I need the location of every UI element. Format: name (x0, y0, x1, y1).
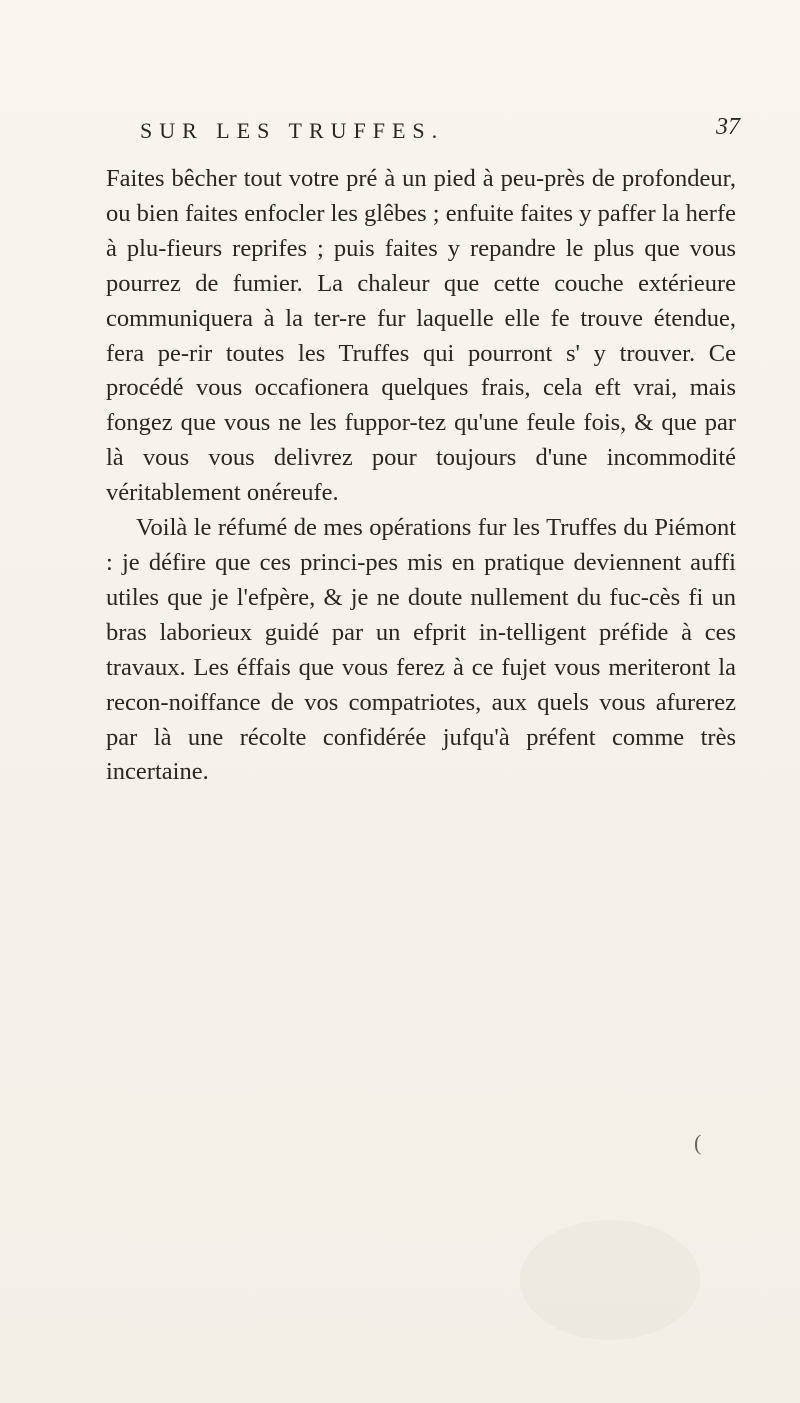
running-title: SUR LES TRUFFES. (140, 118, 445, 143)
paragraph-1: Faites bêcher tout votre pré à un pied à peu-près de profondeur, ou bien faites enfocler les glêbes ; enfuite faites y paffer la herfe à plu-fieurs reprifes ; puis faites y repandre le plus que vous pourrez de fumier. La chaleur que cette couche extérieure communiquera à la ter-re fur laquelle elle fe trouve étendue, fera pe-rir toutes les Truffes qui pourront s' y trouver. Ce procédé vous occafionera quelques frais, cela eft vrai, mais fongez que vous ne les fuppor-tez qu'une feule fois, & que par là vous vous delivrez pour toujours d'une incommodité véritablement onéreufe. (106, 165, 736, 507)
catchword: ( (694, 1130, 702, 1155)
body-text (106, 162, 736, 790)
paper-stain (520, 1220, 700, 1340)
running-head (100, 114, 740, 158)
page-number: 37 (716, 114, 740, 140)
paragraph-2: Voilà le réfumé de mes opérations fur les Truffes du Piémont : je défire que ces princi-pes mis en pratique deviennent auffi utiles que je l'efpère, & je ne doute nullement du fuc-cès fi un bras laborieux guidé par un efprit in-telligent préfide à ces travaux. Les éffais que vous ferez à ce fujet vous meriteront la recon-noiffance de vos compatriotes, aux quels vous afurerez par là une récolte confidérée jufqu'à préfent comme très incertaine. (106, 514, 736, 786)
